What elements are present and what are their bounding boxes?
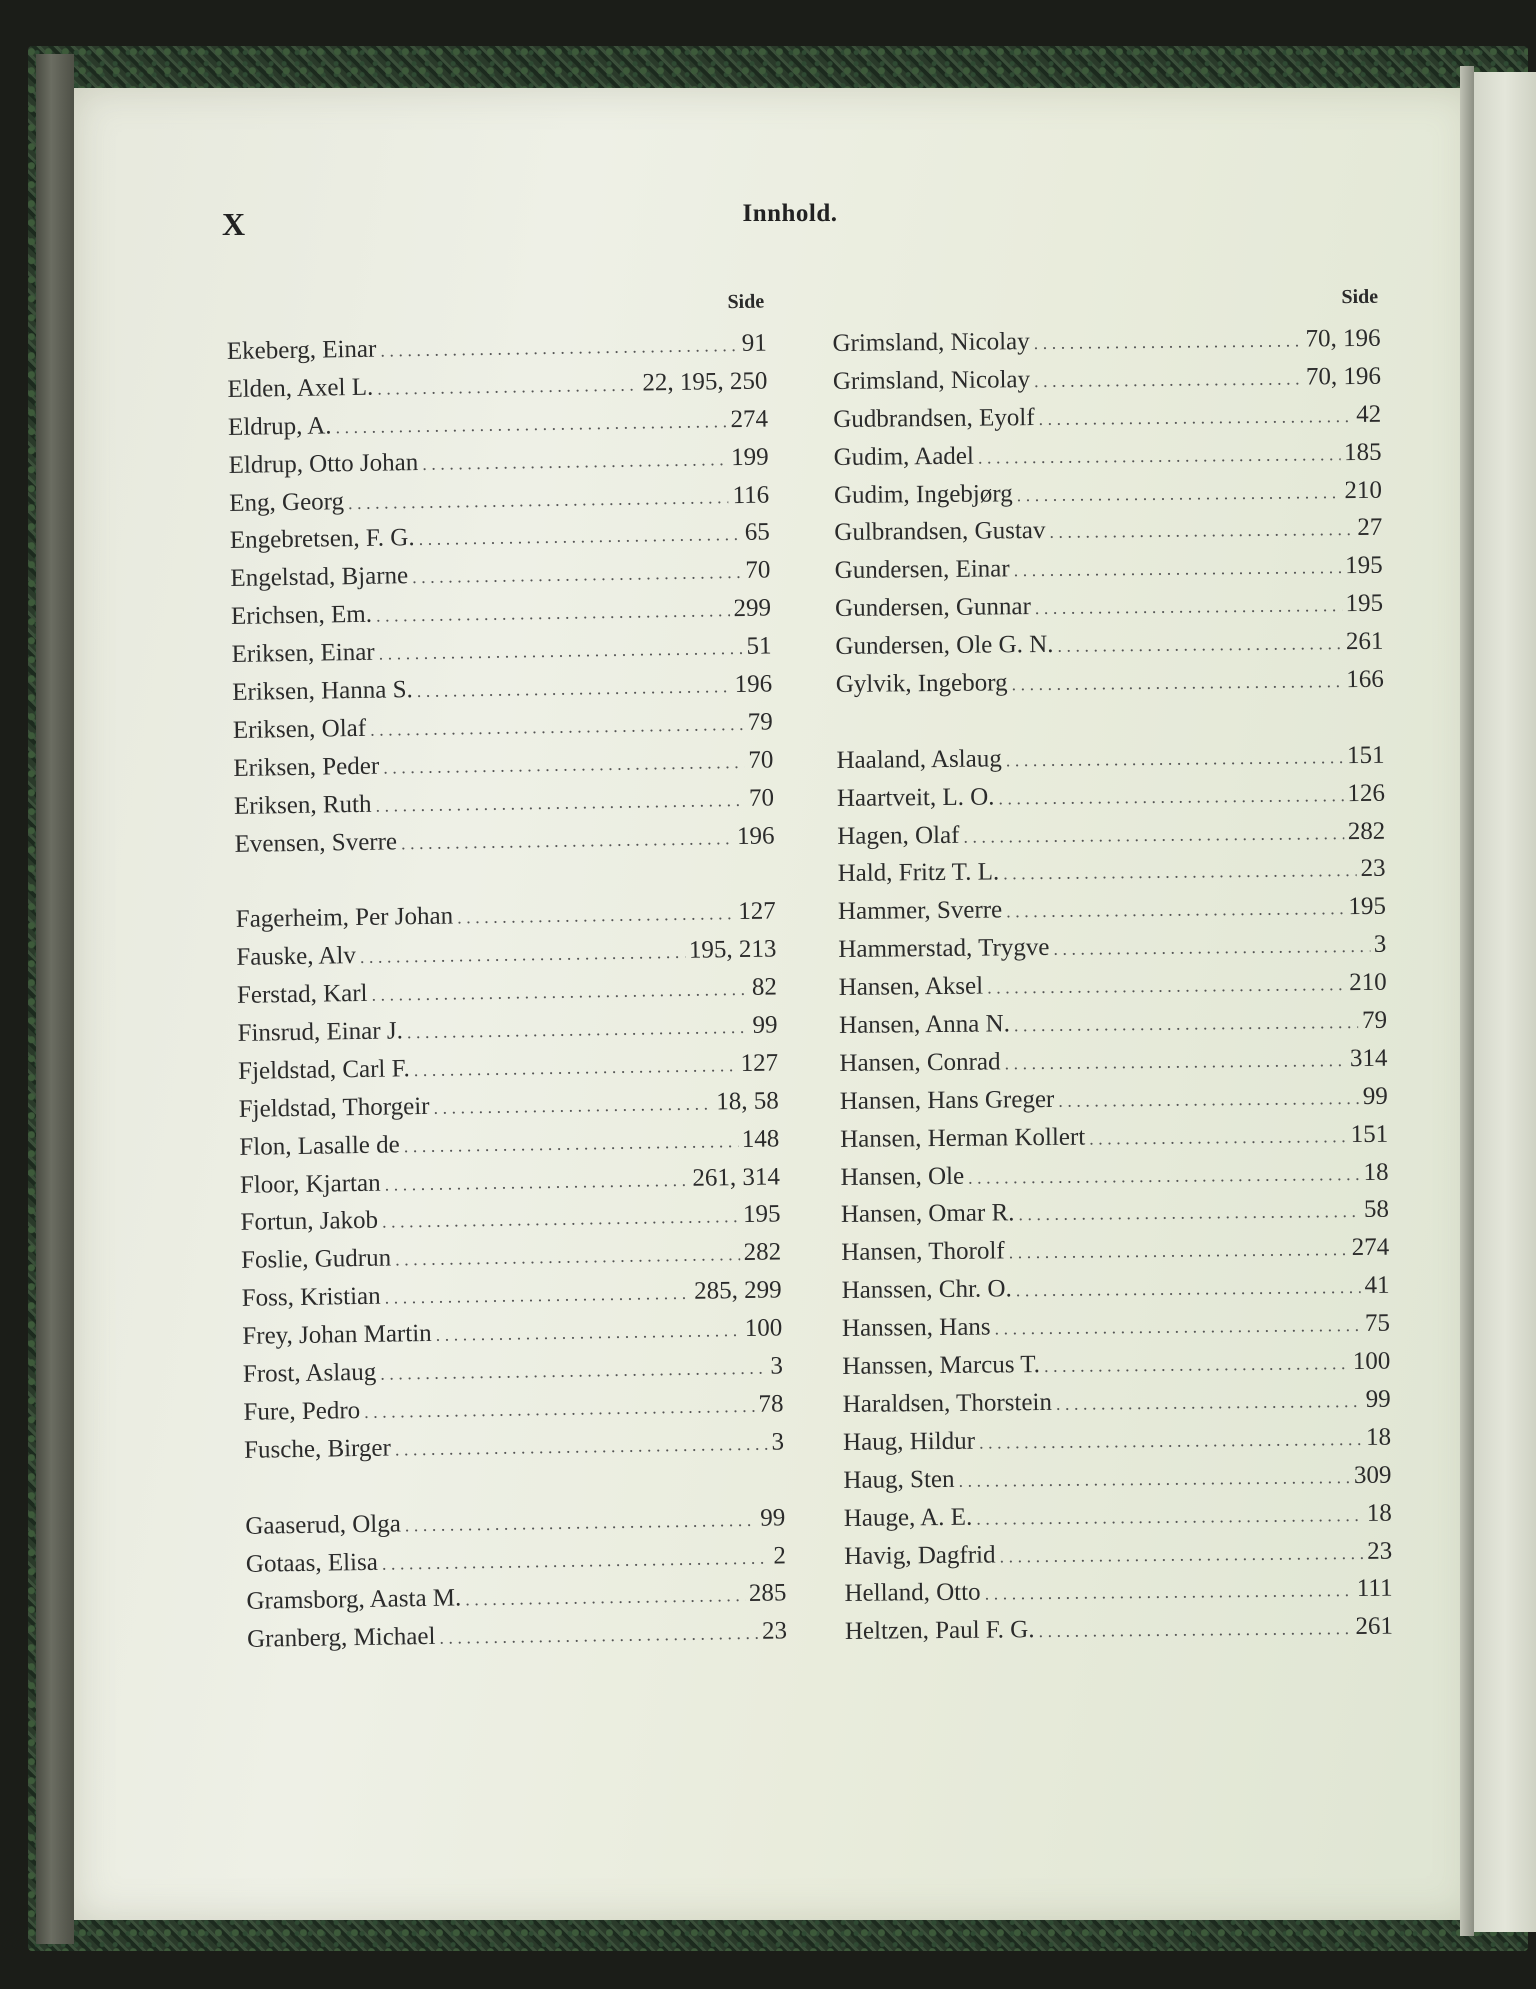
entry-pages: 18, 58: [716, 1087, 779, 1116]
entry-name: Eng, Georg: [229, 487, 345, 517]
entry-pages: 23: [761, 1617, 788, 1646]
dot-leader: [1014, 557, 1342, 581]
entry-pages: 51: [746, 632, 772, 660]
dot-leader: [1034, 368, 1302, 392]
dot-leader: [395, 1244, 740, 1270]
entry-name: Erichsen, Em.: [230, 600, 373, 631]
index-entry: [843, 1424, 1391, 1467]
entry-name: Fagerheim, Per Johan: [235, 902, 454, 934]
entry-pages: 23: [1367, 1537, 1393, 1565]
entry-pages: 58: [1363, 1196, 1390, 1224]
entry-pages: 196: [734, 670, 773, 699]
entry-pages: 210: [1349, 968, 1387, 997]
dot-leader: [364, 1396, 755, 1423]
index-entry: [832, 325, 1380, 368]
index-entry: [844, 1575, 1392, 1618]
entry-name: Grimsland, Nicolay: [832, 365, 1031, 395]
entry-pages: 195: [1345, 552, 1383, 580]
dot-leader: [457, 903, 734, 928]
index-entry: [840, 1158, 1388, 1201]
entry-name: Fure, Pedro: [243, 1396, 361, 1426]
entry-pages: 282: [743, 1238, 782, 1267]
dot-leader: [404, 1131, 738, 1157]
dot-leader: [968, 1164, 1360, 1189]
entry-pages: 100: [744, 1314, 783, 1343]
dot-leader: [1044, 1353, 1349, 1377]
index-entry: [839, 1045, 1387, 1088]
entry-name: Hammerstad, Trygve: [838, 934, 1050, 964]
entry-name: Hansen, Conrad: [839, 1048, 1001, 1077]
entry-pages: 127: [740, 1049, 779, 1077]
entry-name: Hansen, Aksel: [838, 972, 984, 1002]
entry-pages: 285, 299: [693, 1276, 782, 1306]
entry-name: Engebretsen, F. G.: [229, 524, 415, 555]
dot-leader: [1004, 1050, 1346, 1074]
entry-name: Gaaserud, Olga: [245, 1510, 402, 1540]
dot-leader: [414, 1055, 737, 1081]
entry-pages: 18: [1363, 1158, 1389, 1186]
entry-name: Hammer, Sverre: [837, 896, 1003, 926]
index-entry: [837, 817, 1385, 860]
dot-leader: [465, 1585, 745, 1610]
index-entry: [843, 1461, 1391, 1504]
index-entry: [845, 1613, 1393, 1656]
entry-pages: 78: [758, 1390, 784, 1418]
entry-pages: 65: [744, 518, 770, 547]
entry-pages: 274: [730, 405, 769, 433]
entry-name: Evensen, Sverre: [234, 827, 398, 858]
entry-pages: 79: [1361, 1006, 1388, 1034]
entry-pages: 70, 196: [1305, 324, 1381, 353]
dot-leader: [1056, 1391, 1362, 1415]
entry-pages: 285: [748, 1579, 787, 1608]
entry-pages: 314: [1349, 1044, 1388, 1072]
dot-leader: [963, 823, 1344, 848]
dot-leader: [958, 1467, 1350, 1492]
index-entry: [841, 1272, 1389, 1315]
dot-leader: [401, 828, 733, 854]
entry-name: Granberg, Michael: [246, 1623, 436, 1654]
entry-name: Fortun, Jakob: [240, 1207, 379, 1237]
index-entry: [840, 1120, 1388, 1163]
entry-name: Haug, Sten: [843, 1465, 955, 1494]
entry-name: Gundersen, Ole G. N.: [835, 631, 1054, 661]
index-entry: [834, 476, 1382, 519]
entry-pages: 210: [1344, 476, 1383, 504]
entry-name: Ekeberg, Einar: [226, 335, 377, 365]
dot-leader: [436, 1320, 741, 1346]
entry-name: Gundersen, Gunnar: [834, 593, 1031, 623]
entry-pages: 282: [1347, 817, 1386, 845]
dot-leader: [383, 752, 744, 779]
index-entry: [844, 1537, 1392, 1580]
entry-pages: 70: [748, 746, 774, 774]
dot-leader: [987, 974, 1345, 998]
dot-leader: [370, 714, 744, 741]
entry-name: Hansen, Thorolf: [841, 1237, 1005, 1267]
entry-name: Gundersen, Einar: [834, 555, 1010, 585]
dot-leader: [385, 1283, 691, 1309]
index-entry: [844, 1499, 1392, 1542]
dot-leader: [376, 600, 730, 627]
index-entry: [836, 742, 1384, 785]
entry-name: Foss, Kristian: [241, 1282, 381, 1313]
index-entry: [833, 438, 1381, 481]
dot-leader: [382, 1207, 739, 1234]
entry-pages: 23: [1360, 855, 1386, 883]
entry-pages: 70: [745, 556, 771, 585]
entry-name: Flon, Lasalle de: [239, 1131, 400, 1161]
dot-leader: [994, 1315, 1361, 1340]
entry-name: Eriksen, Hanna S.: [232, 676, 413, 706]
entry-name: Gramsborg, Aasta M.: [246, 1584, 462, 1616]
dot-leader: [1006, 898, 1344, 922]
entry-name: Hald, Fritz T. L.: [837, 858, 1000, 888]
entry-name: Havig, Dagfrid: [844, 1540, 996, 1570]
entry-name: Eldrup, Otto Johan: [228, 448, 419, 479]
right-index-column: [832, 283, 1393, 1656]
page-header: Innhold.: [742, 200, 838, 227]
dot-leader: [1034, 330, 1302, 354]
dot-leader: [978, 444, 1340, 468]
dot-leader: [1053, 936, 1370, 960]
entry-pages: 309: [1353, 1461, 1392, 1489]
entry-name: Gudim, Ingebjørg: [833, 479, 1013, 509]
dot-leader: [1039, 406, 1353, 430]
dot-leader: [439, 1623, 758, 1649]
dot-leader: [377, 374, 638, 399]
entry-name: Gudim, Aadel: [833, 442, 975, 471]
index-entry: [838, 931, 1386, 974]
entry-name: Eriksen, Einar: [231, 638, 375, 669]
entry-name: Hauge, A. E.: [843, 1503, 973, 1532]
dot-leader: [1057, 633, 1342, 657]
entry-name: Frost, Aslaug: [242, 1358, 377, 1388]
entry-pages: 261, 314: [692, 1163, 781, 1192]
entry-pages: 18: [1366, 1499, 1392, 1527]
entry-pages: 79: [747, 708, 773, 736]
entry-pages: 127: [738, 897, 776, 926]
entry-pages: 151: [1350, 1120, 1389, 1148]
index-entry: [837, 779, 1385, 822]
entry-name: Helland, Otto: [844, 1579, 981, 1608]
index-entry: [840, 1083, 1388, 1126]
dot-leader: [1016, 1277, 1361, 1301]
index-entry: [838, 893, 1386, 936]
entry-name: Hansen, Herman Kollert: [840, 1123, 1086, 1153]
entry-pages: 70, 196: [1305, 362, 1382, 391]
dot-leader: [348, 487, 729, 514]
entry-pages: 199: [730, 443, 769, 471]
entry-pages: 185: [1343, 438, 1382, 466]
dot-leader: [360, 942, 685, 968]
left-index-column: [226, 288, 787, 1664]
dot-leader: [1049, 519, 1353, 543]
dot-leader: [412, 562, 742, 588]
entry-pages: 99: [760, 1503, 786, 1532]
index-entry: [833, 401, 1381, 444]
entry-pages: 3: [1373, 930, 1387, 959]
entry-pages: 195: [742, 1200, 781, 1229]
entry-name: Floor, Kjartan: [239, 1169, 381, 1199]
page-gutter: [1460, 66, 1474, 1936]
entry-name: Haraldsen, Thorstein: [842, 1388, 1053, 1418]
dot-leader: [976, 1505, 1363, 1530]
index-entry: [834, 514, 1382, 557]
dot-leader: [375, 790, 745, 817]
index-entry: [843, 1386, 1391, 1429]
dot-leader: [1089, 1126, 1347, 1149]
dot-leader: [378, 638, 742, 665]
entry-pages: 75: [1364, 1309, 1391, 1338]
entry-pages: 195: [1345, 589, 1384, 618]
dot-leader: [382, 1547, 770, 1574]
entry-name: Gudbrandsen, Eyolf: [833, 403, 1035, 433]
dot-leader: [384, 1169, 688, 1195]
entry-name: Haartveit, L. O.: [836, 783, 995, 812]
entry-pages: 299: [733, 594, 772, 623]
dot-leader: [395, 1433, 768, 1460]
dot-leader: [979, 1429, 1362, 1454]
entry-name: Hansen, Omar R.: [840, 1199, 1015, 1229]
dot-leader: [1017, 482, 1341, 506]
entry-pages: 2: [773, 1541, 787, 1570]
dot-leader: [1058, 1088, 1359, 1112]
right-entries: [832, 325, 1393, 1656]
dot-leader: [417, 676, 731, 702]
entry-pages: 99: [752, 1011, 778, 1039]
entry-name: Elden, Axel L.: [227, 373, 374, 403]
entry-name: Ferstad, Karl: [236, 980, 368, 1010]
entry-pages: 41: [1364, 1271, 1390, 1300]
entry-pages: 126: [1347, 779, 1386, 807]
entry-name: Hanssen, Hans: [841, 1313, 991, 1343]
entry-name: Haaland, Aslaug: [836, 745, 1002, 774]
entry-pages: 166: [1346, 665, 1384, 694]
entry-name: Hansen, Ole: [840, 1162, 965, 1191]
entry-name: Engelstad, Bjarne: [230, 562, 409, 593]
entry-pages: 261: [1345, 627, 1384, 656]
entry-name: Hansen, Anna N.: [838, 1010, 1011, 1039]
entry-name: Frey, Johan Martin: [242, 1320, 432, 1351]
index-entry: [837, 855, 1385, 898]
entry-name: Eriksen, Olaf: [232, 714, 367, 744]
dot-leader: [1018, 1201, 1360, 1225]
dot-leader: [998, 785, 1343, 809]
index-entry: [835, 590, 1383, 633]
entry-name: Fjeldstad, Thorgeir: [238, 1092, 430, 1123]
entry-name: Grimsland, Nicolay: [832, 328, 1030, 357]
dot-leader: [380, 1358, 766, 1385]
entry-name: Gotaas, Elisa: [245, 1548, 379, 1578]
dot-leader: [405, 1509, 757, 1536]
entry-name: Gulbrandsen, Gustav: [834, 517, 1046, 547]
entry-pages: 70: [748, 784, 775, 812]
entry-name: Eriksen, Peder: [233, 752, 380, 782]
entry-pages: 100: [1352, 1347, 1391, 1376]
index-entry: [842, 1310, 1390, 1353]
page-number: X: [222, 206, 246, 242]
dot-leader: [335, 411, 726, 438]
entry-name: Finsrud, Einar J.: [237, 1017, 404, 1047]
entry-name: Gylvik, Ingeborg: [835, 669, 1008, 698]
entry-pages: 151: [1346, 741, 1385, 769]
dot-leader: [1038, 1618, 1351, 1642]
dot-leader: [380, 335, 738, 362]
entry-name: Foslie, Gudrun: [240, 1244, 392, 1275]
dot-leader: [1014, 1012, 1358, 1036]
index-entry: [841, 1196, 1389, 1239]
group-separator: [836, 704, 1384, 747]
dot-leader: [1009, 1239, 1348, 1263]
side-label: Side: [1341, 285, 1379, 309]
dot-leader: [985, 1580, 1353, 1605]
entry-pages: 116: [732, 481, 770, 509]
dot-leader: [407, 1017, 749, 1043]
entry-pages: 99: [1365, 1385, 1391, 1413]
entry-name: Eldrup, A.: [227, 412, 332, 441]
dot-leader: [1035, 595, 1342, 619]
entry-name: Hanssen, Marcus T.: [842, 1351, 1041, 1380]
entry-pages: 99: [1362, 1082, 1388, 1110]
entry-pages: 3: [770, 1352, 784, 1380]
entry-pages: 261: [1355, 1612, 1394, 1641]
facing-page-edge: [1474, 72, 1536, 1932]
entry-pages: 274: [1351, 1234, 1390, 1262]
dot-leader: [418, 524, 741, 550]
entry-name: Hagen, Olaf: [837, 821, 960, 850]
dot-leader: [1006, 747, 1343, 771]
entry-pages: 196: [736, 822, 775, 850]
entry-name: Hansen, Hans Greger: [839, 1085, 1055, 1115]
dot-leader: [422, 449, 727, 475]
index-entry: [842, 1348, 1390, 1391]
index-entry: [836, 666, 1384, 709]
entry-name: Heltzen, Paul F. G.: [844, 1616, 1035, 1646]
entry-pages: 195, 213: [688, 935, 777, 965]
entry-pages: 3: [771, 1428, 785, 1456]
index-entry: [839, 969, 1387, 1012]
index-entry: [835, 628, 1383, 671]
index-entry: [833, 363, 1381, 406]
index-entry: [841, 1234, 1389, 1277]
entry-pages: 22, 195, 250: [642, 367, 768, 397]
entry-name: Haug, Hildur: [842, 1427, 976, 1456]
entry-name: Hanssen, Chr. O.: [841, 1275, 1012, 1305]
entry-pages: 42: [1356, 400, 1382, 428]
dot-leader: [1003, 860, 1357, 884]
entry-pages: 91: [741, 329, 768, 357]
dot-leader: [371, 979, 748, 1006]
side-label: Side: [727, 290, 765, 314]
entry-pages: 18: [1365, 1423, 1392, 1451]
entry-pages: 148: [741, 1125, 780, 1153]
entry-pages: 195: [1348, 893, 1387, 921]
entry-pages: 111: [1356, 1575, 1393, 1603]
entry-name: Fauske, Alv: [236, 942, 357, 972]
entry-name: Eriksen, Ruth: [233, 790, 372, 820]
book-spine: [36, 54, 74, 1944]
dot-leader: [1011, 671, 1342, 695]
entry-pages: 27: [1357, 514, 1383, 542]
entry-name: Fusche, Birger: [243, 1434, 392, 1464]
index-entry: [835, 552, 1383, 595]
entry-name: Fjeldstad, Carl F.: [237, 1055, 410, 1085]
dot-leader: [433, 1093, 712, 1118]
entry-pages: 82: [751, 973, 778, 1001]
left-entries: [227, 330, 788, 1664]
dot-leader: [999, 1542, 1363, 1566]
index-entry: [839, 1007, 1387, 1050]
